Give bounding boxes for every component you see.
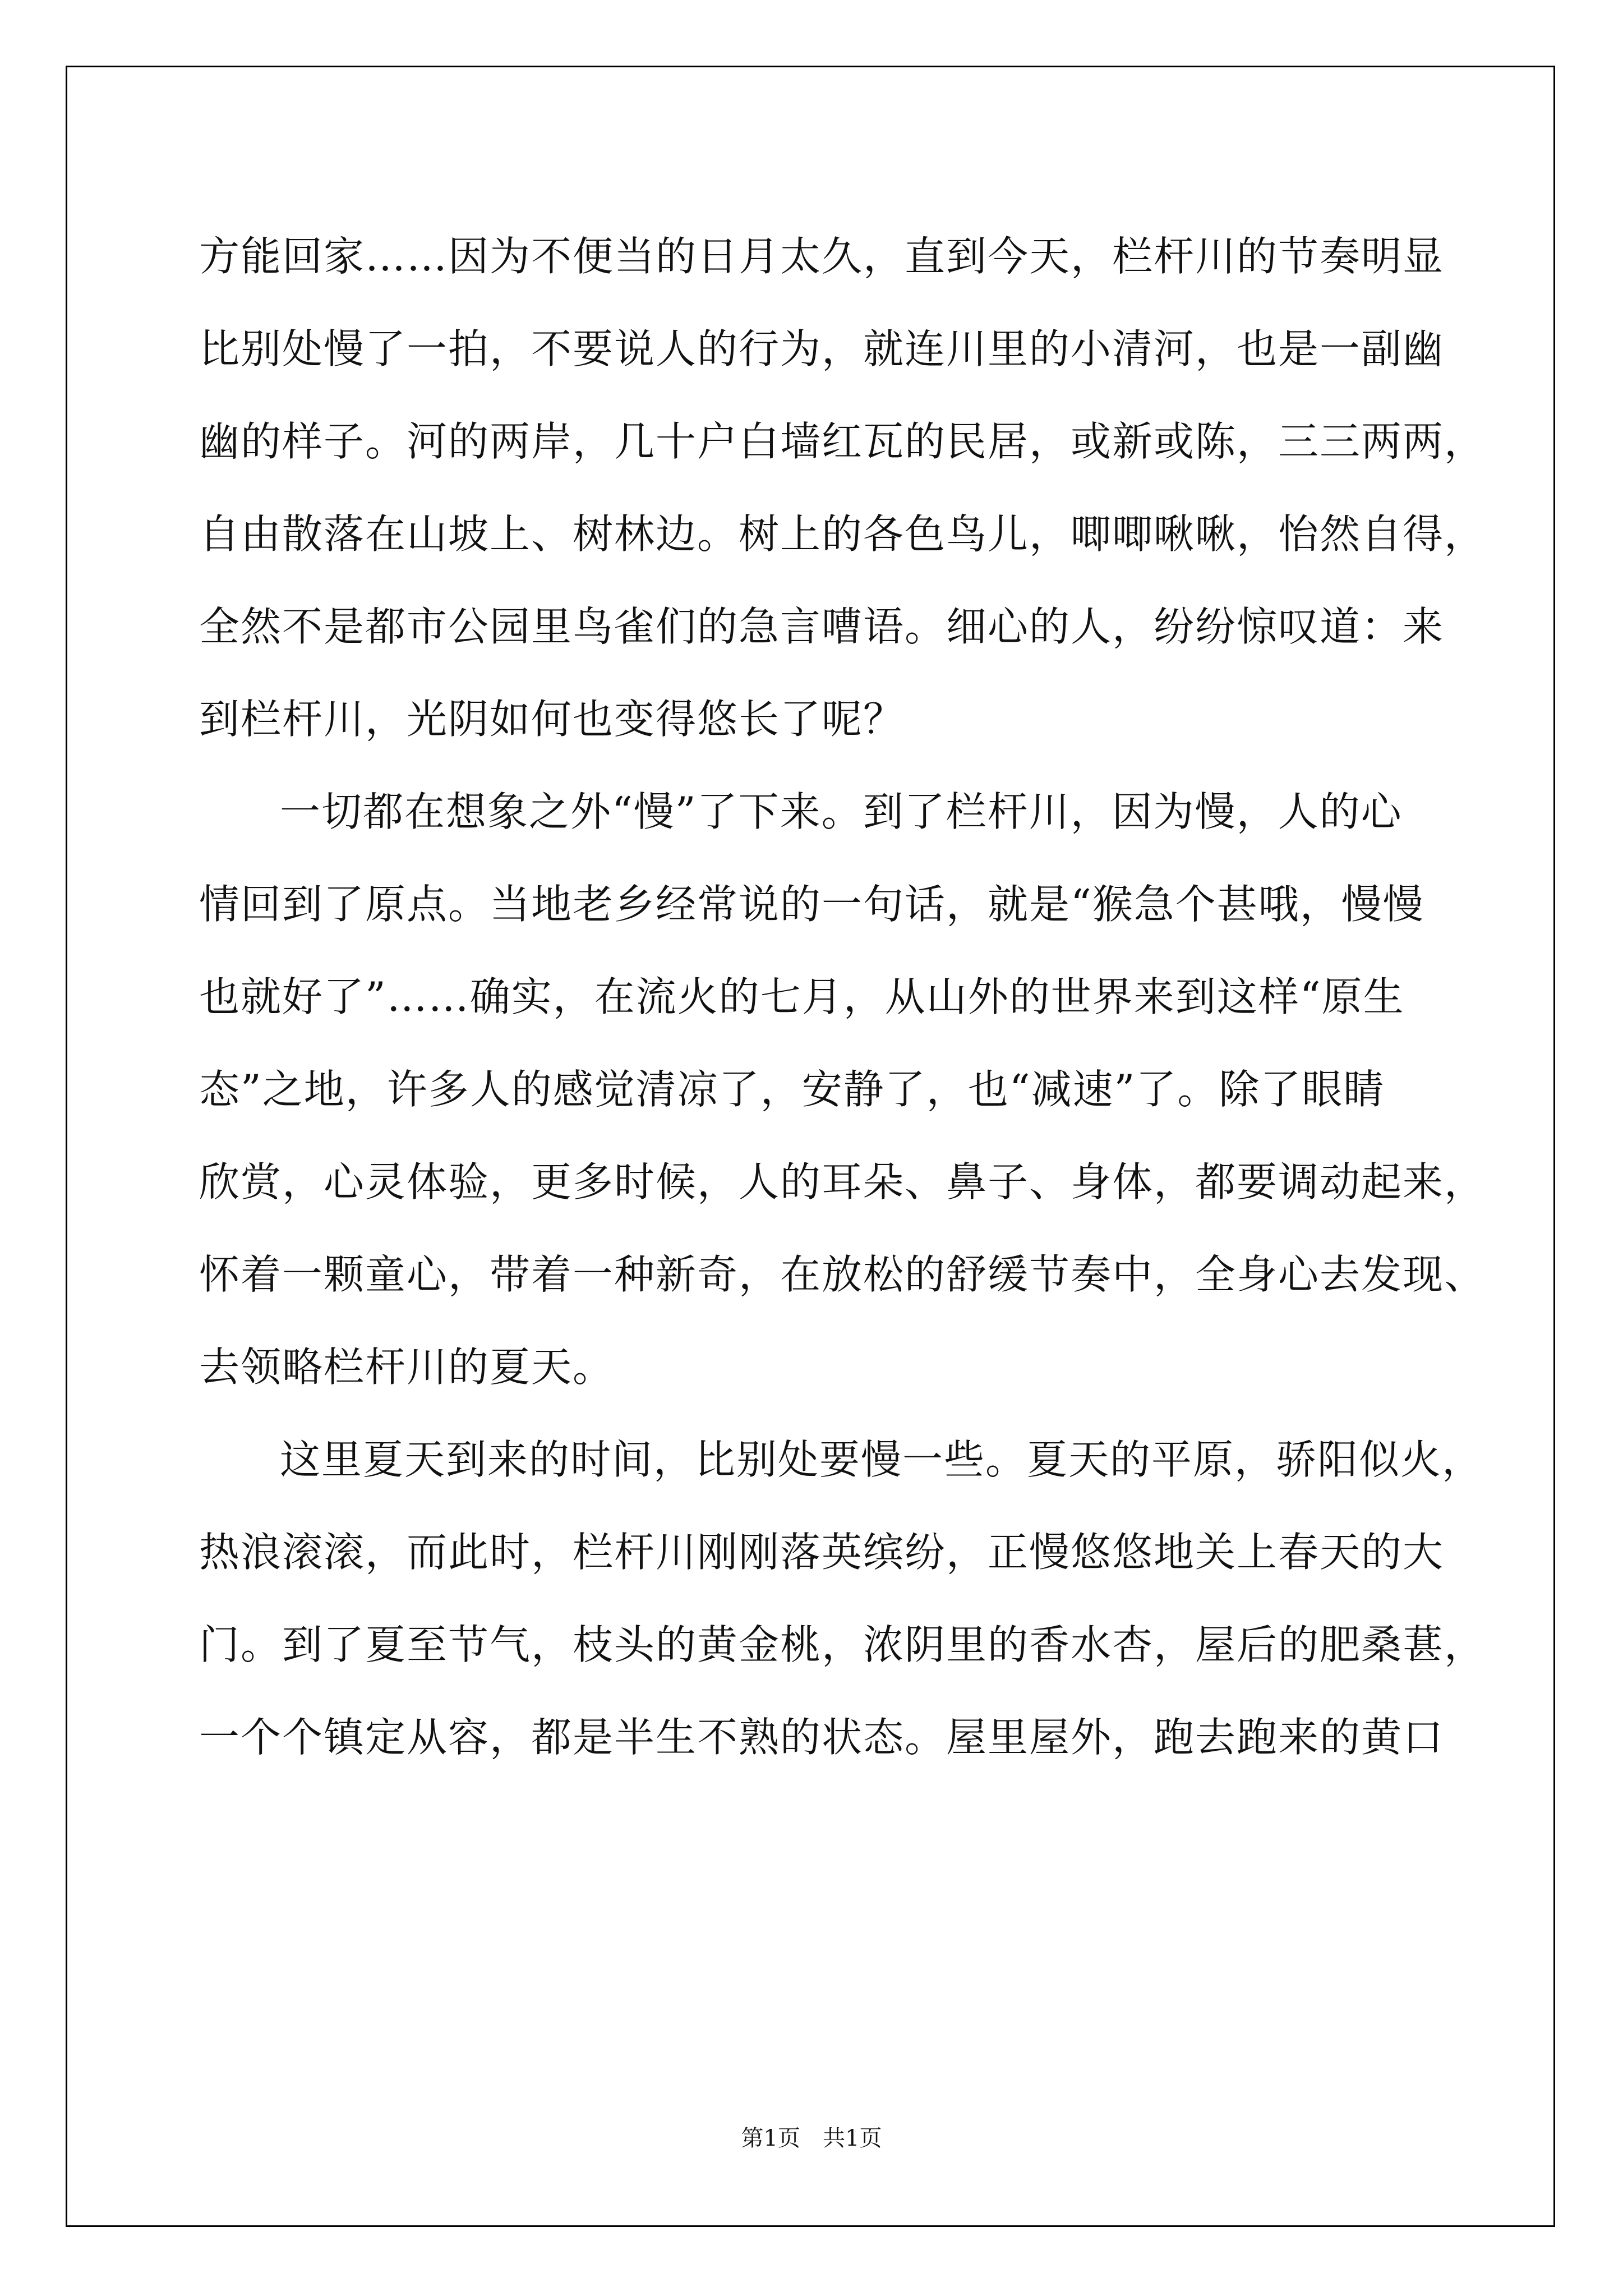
text-line: 去领略栏杆川的夏天。 <box>199 1343 615 1391</box>
text-line: 热浪滚滚，而此时，栏杆川刚刚落英缤纷，正慢悠悠地关上春天的大 <box>199 1529 1445 1576</box>
text-line: 幽的样子。河的两岸，几十户白墙红瓦的民居，或新或陈，三三两两， <box>199 418 1486 465</box>
text-line: 欣赏，心灵体验，更多时候，人的耳朵、鼻子、身体，都要调动起来， <box>199 1158 1486 1205</box>
paragraph <box>199 1414 1486 1784</box>
page-footer <box>0 2120 1623 2152</box>
text-line: 也就好了”……确实，在流火的七月，从山外的世界来到这样“原生 <box>199 973 1405 1020</box>
text-line: 门。到了夏至节气，枝头的黄金桃，浓阴里的香水杏，屋后的肥桑葚， <box>199 1621 1486 1668</box>
paragraph <box>199 766 1486 1414</box>
text-line: 自由散落在山坡上、树林边。树上的各色鸟儿，唧唧啾啾，怡然自得， <box>199 510 1486 558</box>
page-number: 第1页 <box>741 2125 800 2151</box>
text-line: 怀着一颗童心，带着一种新奇，在放松的舒缓节奏中，全身心去发现、 <box>199 1251 1486 1298</box>
page-total: 共1页 <box>823 2125 882 2151</box>
text-line: 全然不是都市公园里鸟雀们的急言嘈语。细心的人，纷纷惊叹道：来 <box>199 603 1445 650</box>
text-line: 情回到了原点。当地老乡经常说的一句话，就是“猴急个甚哦，慢慢 <box>199 881 1424 928</box>
text-line: 一个个镇定从容，都是半生不熟的状态。屋里屋外，跑去跑来的黄口 <box>199 1714 1445 1761</box>
text-line: 比别处慢了一拍，不要说人的行为，就连川里的小清河，也是一副幽 <box>199 325 1445 372</box>
paragraph <box>199 210 1486 766</box>
text-line: 这里夏天到来的时间，比别处要慢一些。夏天的平原，骄阳似火， <box>280 1436 1484 1483</box>
text-line: 一切都在想象之外“慢”了下来。到了栏杆川，因为慢，人的心 <box>280 788 1403 835</box>
document-body <box>199 210 1486 1784</box>
text-line: 到栏杆川，光阴如何也变得悠长了呢？ <box>199 696 905 743</box>
text-line: 态”之地，许多人的感觉清凉了，安静了，也“减速”了。除了眼睛 <box>199 1066 1385 1113</box>
text-line: 方能回家……因为不便当的日月太久，直到今天，栏杆川的节奏明显 <box>199 233 1445 280</box>
